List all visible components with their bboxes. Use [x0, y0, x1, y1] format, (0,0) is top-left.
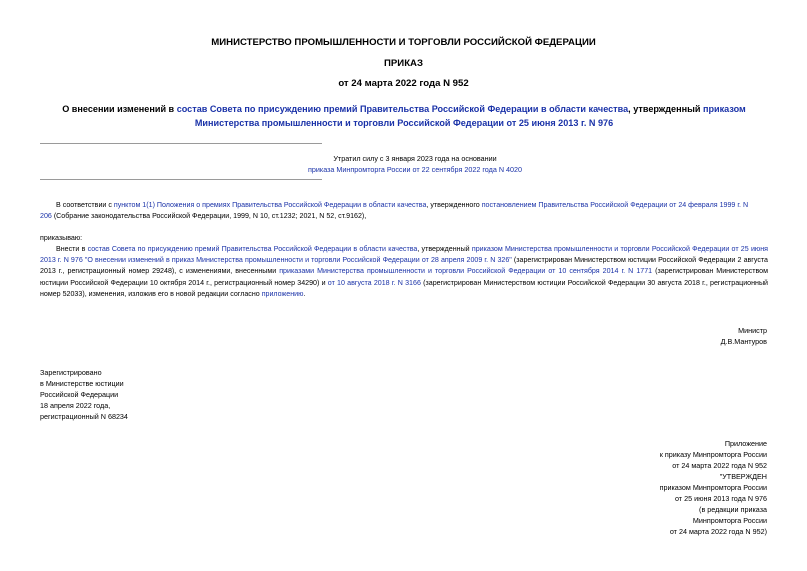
registration-block — [40, 367, 128, 422]
registration-line: в Министерстве юстиции — [40, 379, 124, 388]
body-text-5: (зарегистрирован Министерством юстиции Российской Федерации 30 августа 2018 г., регистрационный номер 52033), изменения, изложив его в новой редакции согласно — [40, 278, 769, 298]
doc-date-number: от 24 марта 2022 года N 952 — [338, 78, 469, 89]
preamble-paragraph — [40, 200, 768, 222]
signature-block — [721, 325, 767, 347]
doc-type-heading: ПРИКАЗ — [384, 58, 423, 69]
preamble-text-2: , утвержденного — [426, 201, 482, 209]
body-appendix-link[interactable]: приложению — [261, 289, 304, 298]
body-text-4: (зарегистрирован Министерством юстиции Российской Федерации 10 октября 2014 г., регистрационный номер 34290) — [40, 267, 768, 287]
body-council-link[interactable]: состав Совета по присуждению премий Правительства Российской Федерации в области качества — [87, 245, 418, 253]
body-text-2: , утвержденный — [417, 245, 472, 253]
registration-line: Российской Федерации — [40, 390, 119, 399]
order-body-paragraph — [40, 244, 768, 300]
registration-line: регистрационный N 68234 — [40, 412, 128, 421]
preamble-text-1: В соответствии с — [56, 201, 114, 209]
preamble-decree-link-b[interactable]: 206 — [40, 212, 52, 221]
appendix-line: от 24 марта 2022 года N 952) — [669, 527, 767, 536]
body-text-6: . — [303, 289, 306, 298]
registration-line: Зарегистрировано — [40, 368, 102, 377]
preamble-decree-link-a[interactable]: постановлением Правительства Российской Федерации от 24 февраля 1999 г. N — [481, 201, 749, 209]
appendix-line: от 25 июня 2013 года N 976 — [674, 494, 767, 503]
notice-link[interactable]: приказа Минпромторга России от 22 сентября 2022 года N 4020 — [307, 165, 522, 174]
ministry-heading: МИНИСТЕРСТВО ПРОМЫШЛЕННОСТИ И ТОРГОВЛИ РОССИЙСКОЙ ФЕДЕРАЦИИ — [211, 37, 596, 48]
title-middle: , утвержденный — [628, 104, 703, 114]
order-word: приказываю: — [40, 234, 83, 242]
notice-text: Утратил силу с 3 января 2023 года на основании — [333, 154, 497, 163]
appendix-line: "УТВЕРЖДЕН — [719, 472, 767, 481]
document-title — [40, 103, 768, 130]
registration-line: 18 апреля 2022 года, — [40, 401, 111, 410]
title-order-link-a[interactable]: приказом — [702, 104, 746, 114]
signature-name: Д.В.Мантуров — [720, 337, 767, 346]
appendix-line: к приказу Минпромторга России — [659, 450, 767, 459]
appendix-line: Минпромторга России — [692, 516, 767, 525]
title-council-link[interactable]: состав Совета по присуждению премий Правительства Российской Федерации в области качества — [176, 104, 629, 114]
body-order-1771-link[interactable]: приказами Министерства промышленности и торговли Российской Федерации от 10 сентября 2014 г. N 1771 — [279, 267, 653, 276]
appendix-line: от 24 марта 2022 года N 952 — [672, 461, 767, 470]
appendix-block — [660, 438, 767, 537]
notice-divider-bottom — [40, 179, 322, 180]
signature-position: Министр — [738, 326, 767, 335]
appendix-line: (в редакции приказа — [699, 505, 767, 514]
body-order-976-link[interactable]: приказом Министерства промышленности и торговли Российской Федерации от 25 июня 2013 г. N 976 "О внесении изменений в приказ Министерства промышленности и торговли Российской Федерации от 28 апреля 2009 г. N 326" — [40, 245, 768, 265]
notice-divider-top — [40, 143, 322, 144]
title-prefix: О внесении изменений в — [62, 104, 177, 114]
body-text-3: (зарегистрирован Министерством юстиции Российской Федерации 2 августа 2013 г., регистрационный номер 29248), с изменениями, внесенными — [40, 256, 768, 276]
preamble-text-3: (Собрание законодательства Российской Федерации, 1999, N 10, ст.1232; 2021, N 52, ст.9162), — [51, 212, 367, 221]
appendix-line: приказом Минпромторга России — [659, 483, 767, 492]
appendix-line: Приложение — [724, 439, 767, 448]
preamble-regulation-link[interactable]: пунктом 1(1) Положения о премиях Правительства Российской Федерации в области качества — [113, 201, 427, 209]
body-order-3166-link[interactable]: от 10 августа 2018 г. N 3166 — [327, 278, 421, 287]
body-text-4b: и — [321, 278, 328, 287]
notice-block — [295, 153, 535, 175]
title-order-link-b[interactable]: Министерства промышленности и торговли Российской Федерации от 25 июня 2013 г. N 976 — [194, 117, 614, 128]
body-text-1: Внести в — [56, 245, 88, 253]
